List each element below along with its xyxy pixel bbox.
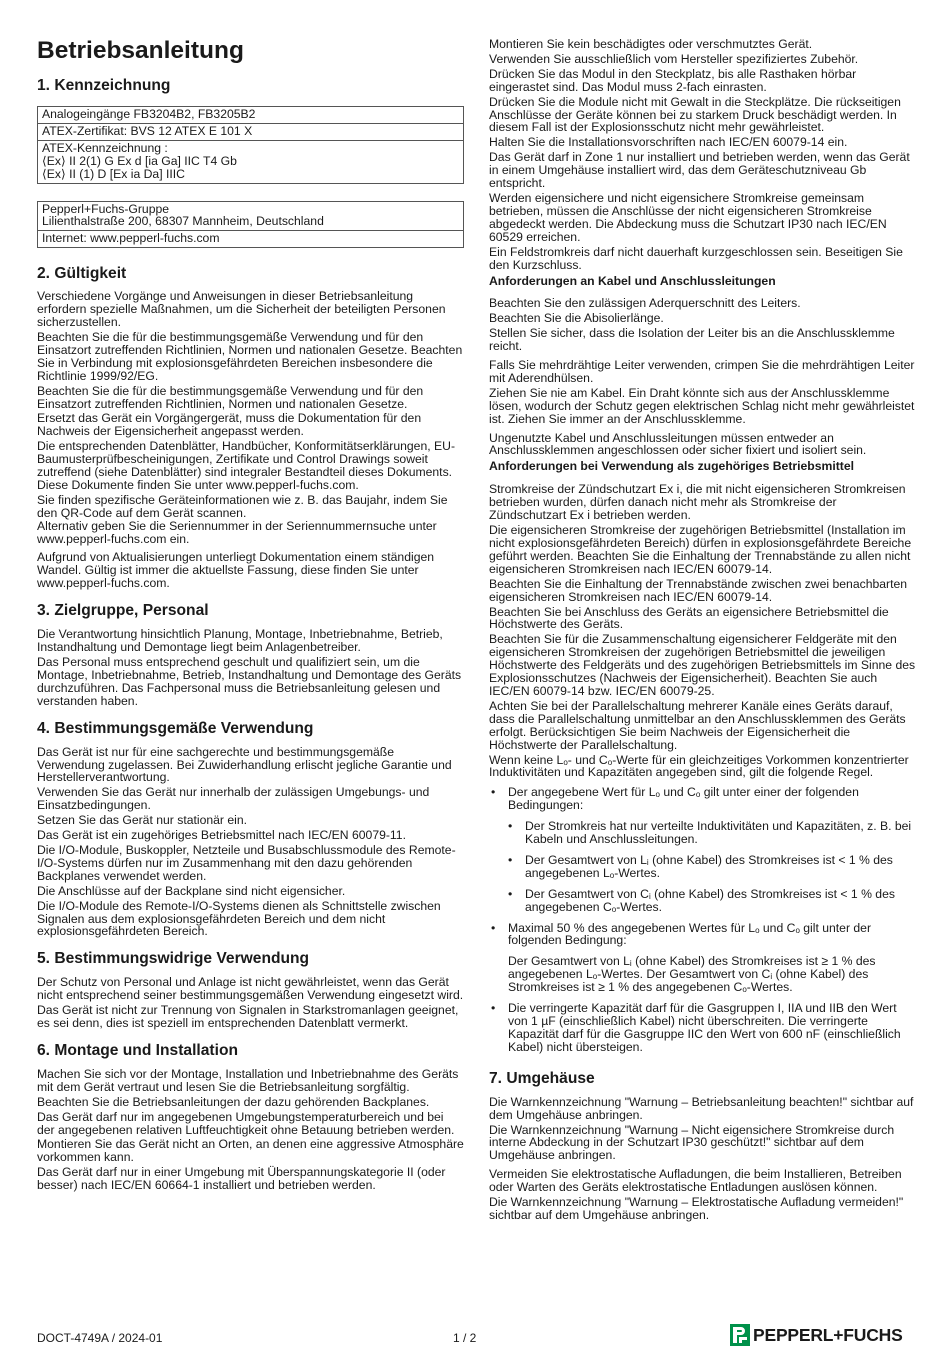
paragraph: Machen Sie sich vor der Montage, Installation und Inbetriebnahme des Geräts mit dem Gerät vertraut und lesen Sie die Betriebsanleitung sorgfältig. bbox=[37, 1066, 459, 1094]
paragraph: Die Warnkennzeichnung "Warnung – Elektrostatische Aufladung vermeiden!" sichtbar auf dem Umgehäuse anbringen. bbox=[489, 1195, 904, 1222]
pepperl-fuchs-logo-icon bbox=[730, 1324, 750, 1346]
product-name: Analogeingänge FB3204B2, FB3205B2 bbox=[42, 107, 256, 121]
section-zielgruppe bbox=[37, 628, 464, 707]
paragraph: Stromkreise der Zündschutzart Ex i, die mit nicht eigensicheren Stromkreisen betrieben wurden, dürfen danach nicht mehr als Stromkreise der Zündschutzart Ex i betrieben werden. bbox=[489, 482, 906, 523]
paragraph: Das Gerät darf in Zone 1 nur installiert und betrieben werden, wenn das Gerät in einem Umgehäuse installiert wird, das dem Geräteschutzniveau Gb entspricht. bbox=[489, 150, 910, 191]
paragraph: Beachten Sie die für die bestimmungsgemäße Verwendung und für den Einsatzort zutreffenden Richtlinien, Normen und nationalen Gesetze. Beachten Sie in Verbindung mit explosionsgefährdeten Bereichen insbesondere die Richtlinie 1999/92/EG. bbox=[37, 329, 463, 383]
paragraph: Ersetzt das Gerät ein Vorgängergerät, muss die Dokumentation für den Nachweis der Eigensicherheit angepasst werden. bbox=[37, 411, 422, 439]
paragraph: Die Warnkennzeichnung "Warnung – Nicht eigensichere Stromkreise durch interne Abdeckung in der Schutzart IP30 geschützt!" sichtbar auf dem Umgehäuse anbringen. bbox=[489, 1122, 895, 1163]
capacity-list bbox=[489, 1002, 917, 1054]
paragraph: Die eigensicheren Stromkreise der zugehörigen Betriebsmittel (Installation im nicht explosionsgefährdeten Bereich) dürfen in explosionsgefährdete Bereiche geführt werden. Beachten Sie die Einhaltung der Trennabstände zu allen nicht eigensicheren Stromkreisen nach IEC/EN 60079-14. bbox=[489, 523, 912, 576]
heading-kennzeichnung: 1. Kennzeichnung bbox=[37, 77, 171, 94]
heading-bestimmungsgemaesse-verwendung: 4. Bestimmungsgemäße Verwendung bbox=[37, 719, 314, 737]
heading-bestimmungswidrige-verwendung: 5. Bestimmungswidrige Verwendung bbox=[37, 950, 310, 968]
heading-umgehaeuse: 7. Umgehäuse bbox=[489, 1069, 595, 1087]
manufacturer-box bbox=[37, 201, 464, 249]
paragraph: Beachten Sie die Abisolierlänge. bbox=[489, 311, 664, 326]
paragraph: Montieren Sie kein beschädigtes oder verschmutztes Gerät. bbox=[489, 37, 813, 51]
left-column bbox=[37, 0, 464, 1192]
paragraph: Sie finden spezifische Geräteinformationen wie z. B. das Baujahr, indem Sie den QR-Code auf dem Gerät scannen. bbox=[37, 492, 448, 520]
paragraph: Die Anschlüsse auf der Backplane sind nicht eigensicher. bbox=[37, 883, 346, 898]
document-number: DOCT-4749A / 2024-01 bbox=[37, 1331, 163, 1345]
logo-wordmark: PEPPERL+FUCHS bbox=[753, 1324, 903, 1345]
paragraph: Ungenutzte Kabel und Anschlussleitungen müssen entweder an Anschlussklemmen angeschlossen oder sicher fixiert und isoliert sein. bbox=[489, 430, 867, 458]
paragraph: Achten Sie bei der Parallelschaltung mehrerer Kanäle eines Geräts darauf, dass die Parallelschaltung unmittelbar an den Anschlussklemmen des Geräts erfolgt. Berücksichtigen Sie beim Nachweis der Eigensicherheit die Höchstwerte der Parallelschaltung. bbox=[489, 698, 906, 752]
paragraph: Ein Feldstromkreis darf nicht dauerhaft kurzgeschlossen sein. Beseitigen Sie den Kurzschluss. bbox=[489, 244, 903, 272]
list-item: • Der Gesamtwert von $C_i$ (ohne Kabel) des Stromkreises ist < 1 % des angegebenen $C_o$-Wertes. bbox=[489, 888, 917, 914]
paragraph: Das Gerät darf nur in einer Umgebung mit Überspannungskategorie II (oder besser) nach IEC/EN 60664-1 installiert und betrieben werden. bbox=[37, 1165, 446, 1193]
heading-kabel: Anforderungen an Kabel und Anschlussleitungen bbox=[489, 274, 776, 289]
paragraph: Ziehen Sie nie am Kabel. Ein Draht könnte sich aus der Anschlussklemme lösen, wodurch der Schutz gegen elektrischen Schlag nicht mehr gewährleistet ist. Ziehen Sie immer an der Anschlussklemme. bbox=[489, 385, 915, 426]
paragraph: Verschiedene Vorgänge und Anweisungen in dieser Betriebsanleitung erfordern spezielle Maßnahmen, um die Sicherheit der beteiligten Personen sicherzustellen. bbox=[37, 289, 446, 330]
manufacturer-street: Lilienthalstraße 200, 68307 Mannheim, Deutschland bbox=[42, 214, 324, 229]
paragraph: Beachten Sie für die Zusammenschaltung eigensicherer Feldgeräte mit den eigensicheren Stromkreisen der zugehörigen Betriebsmittel die jeweiligen Höchstwerte des Feldgeräts und des zugehörigen Betriebsmittels im Sinne des Explosionsschutzes (Nachweis der Eigensicherheit). Beachten Sie auch IEC/EN 60079-14 bzw. IEC/EN 60079-25. bbox=[489, 632, 916, 698]
list-item: • Der angegebene Wert für $L_o$ und $C_o$ gilt unter einer der folgenden Bedingungen: bbox=[489, 786, 917, 812]
list-item: • Maximal 50 % des angegebenen Wertes für $L_o$ und $C_o$ gilt unter der folgenden Bedingung: bbox=[489, 922, 917, 948]
heading-zielgruppe: 3. Zielgruppe, Personal bbox=[37, 602, 209, 620]
paragraph: Das Gerät darf nur im angegebenen Umgebungstemperaturbereich und bei der angegebenen relativen Luftfeuchtigkeit ohne Betauung betrieben werden. bbox=[37, 1109, 455, 1137]
list-item: • Die verringerte Kapazität darf für die Gasgruppen I, IIA und IIB den Wert von 1 µF (einschließlich Kabel) nicht überschreiten. Die verringerte Kapazität darf für die Gasgruppe IIC den Wert von 600 nF (einschließlich Kabel) nicht übersteigen. bbox=[489, 1002, 917, 1054]
manufacturer-address bbox=[38, 202, 463, 231]
manufacturer-website: Internet: www.pepperl-fuchs.com bbox=[38, 230, 463, 247]
section-zugehoeriges-betriebsmittel bbox=[489, 483, 917, 1053]
right-column bbox=[489, 0, 917, 1222]
page-title: Betriebsanleitung bbox=[37, 37, 244, 64]
atex-certificate: ATEX-Zertifikat: BVS 12 ATEX E 101 X bbox=[38, 123, 463, 140]
atex-marking bbox=[38, 140, 463, 183]
paragraph: Alternativ geben Sie die Seriennummer in der Seriennummernsuche unter www.pepperl-fuchs.com ein. bbox=[37, 518, 437, 546]
paragraph: Die I/O-Module des Remote-I/O-Systems dienen als Schnittstelle zwischen Signalen aus dem explosionsgefährdeten Bereich und dem nicht explosionsgefährdeten Bereich. bbox=[37, 898, 441, 939]
section-kabel bbox=[489, 297, 917, 457]
section-verwendung bbox=[37, 746, 464, 939]
paragraph: Falls Sie mehrdrähtige Leiter verwenden, crimpen Sie die mehrdrähtigen Leiter mit Aderendhülsen. bbox=[489, 358, 915, 385]
heading-gueltigkeit: 2. Gültigkeit bbox=[37, 265, 127, 283]
paragraph: Beachten Sie die Betriebsanleitungen der dazu gehörenden Backplanes. bbox=[37, 1094, 430, 1109]
paragraph: Die entsprechenden Datenblätter, Handbücher, Konformitätserklärungen, EU-Baumusterprüfbescheinigungen, Zertifikate und Control Drawings soweit zutreffend (siehe Datenblätter) sind integraler Bestandteil dieses Dokuments. Diese Dokumente finden Sie unter www.pepperl-fuchs.com. bbox=[37, 439, 456, 492]
paragraph: Werden eigensichere und nicht eigensichere Stromkreise gemeinsam betrieben, müssen die Anschlüsse der nicht eigensicheren Stromkreise abgedeckt werden. Die Abdeckung muss die Schutzart IP30 nach IEC/EN 60529 erreichen. bbox=[489, 190, 887, 244]
paragraph: Montieren Sie das Gerät nicht an Orten, an denen eine aggressive Atmosphäre vorkommen kann. bbox=[37, 1137, 464, 1165]
paragraph: Verwenden Sie das Gerät nur innerhalb der zulässigen Umgebungs- und Einsatzbedingungen. bbox=[37, 785, 430, 813]
paragraph: Das Gerät ist ein zugehöriges Betriebsmittel nach IEC/EN 60079-11. bbox=[37, 828, 406, 843]
paragraph: Beachten Sie die für die bestimmungsgemäße Verwendung und für den Einsatzort zutreffenden Richtlinien, Normen und nationalen Gesetze. bbox=[37, 383, 424, 411]
paragraph: Setzen Sie das Gerät nur stationär ein. bbox=[37, 813, 248, 828]
section-missbrauch bbox=[37, 976, 464, 1030]
paragraph: Drücken Sie die Module nicht mit Gewalt in die Steckplätze. Die rückseitigen Anschlüsse der Geräte können bei zu starkem Druck beschädigt werden. In diesem Fall ist der Explosionsschutz nicht mehr gewährleistet. bbox=[489, 94, 901, 135]
paragraph: Beachten Sie den zulässigen Aderquerschnitt des Leiters. bbox=[489, 296, 801, 311]
list-item: • Der Stromkreis hat nur verteilte Induktivitäten und Kapazitäten, z. B. bei Kabeln und Anschlussleitungen. bbox=[489, 820, 917, 846]
heading-montage: 6. Montage und Installation bbox=[37, 1041, 238, 1059]
paragraph: Die Warnkennzeichnung "Warnung – Betriebsanleitung beachten!" sichtbar auf dem Umgehäuse anbringen. bbox=[489, 1094, 914, 1122]
paragraph: Aufgrund von Aktualisierungen unterliegt Dokumentation einem ständigen Wandel. Gültig ist immer die aktuellste Fassung, diese finden Sie unter www.pepperl-fuchs.com. bbox=[37, 550, 435, 591]
identification-box bbox=[37, 106, 464, 184]
paragraph: Verwenden Sie ausschließlich vom Hersteller spezifiziertes Zubehör. bbox=[489, 51, 859, 66]
lc-rule-condition: Der Gesamtwert von $L_i$ (ohne Kabel) des Stromkreises ist ≥ 1 % des angegebenen $L_o$-Wertes. Der Gesamtwert von $C_i$ (ohne Kabel) des Stromkreises ist ≥ 1 % des angegebenen $C_o$-Wertes. bbox=[508, 954, 876, 995]
paragraph: Das Personal muss entsprechend geschult und qualifiziert sein, um die Montage, Inbetriebnahme, Betrieb, Instandhaltung und Demontage des Geräts durchzuführen. Das Fachpersonal muss die Betriebsanleitung gelesen und verstanden haben. bbox=[37, 655, 462, 708]
paragraph: Die I/O-Module, Buskoppler, Netzteile und Busabschlussmodule des Remote-I/O-Systems dürfen nur im Zusammenhang mit den dazu gehörenden Backplanes verwendet werden. bbox=[37, 842, 456, 883]
list-item: • Der Gesamtwert von $L_i$ (ohne Kabel) des Stromkreises ist < 1 % des angegebenen $L_o$-Wertes. bbox=[489, 854, 917, 880]
manufacturer-name: Pepperl+Fuchs-Gruppe bbox=[42, 201, 170, 216]
paragraph: Beachten Sie bei Anschluss des Geräts an eigensichere Betriebsmittel die Höchstwerte des Geräts. bbox=[489, 604, 889, 632]
paragraph: Der Schutz von Personal und Anlage ist nicht gewährleistet, wenn das Gerät nicht entsprechend seiner bestimmungsgemäßen Verwendung eingesetzt wird. bbox=[37, 975, 464, 1003]
lc-rule-intro: Wenn keine $L_o-$ und $C_o$-Werte für ein gleichzeitiges Vorkommen konzentrierter Induktivitäten und Kapazitäten angegeben sind, gilt die folgende Regel. bbox=[489, 752, 909, 780]
atex-marking-dust: ⟨Ex⟩ II (1) D [Ex ia Da] IIIC bbox=[42, 166, 185, 181]
atex-marking-label: ATEX-Kennzeichnung : bbox=[42, 140, 168, 155]
paragraph: Beachten Sie die Einhaltung der Trennabstände zwischen zwei benachbarten eigensicheren Stromkreisen nach IEC/EN 60079-14. bbox=[489, 576, 908, 604]
paragraph: Das Gerät ist nur für eine sachgerechte und bestimmungsgemäße Verwendung zugelassen. Bei Zuwiderhandlung erlischt jegliche Garantie und Herstellerverantwortung. bbox=[37, 744, 452, 785]
heading-zugehoeriges-betriebsmittel: Anforderungen bei Verwendung als zugehöriges Betriebsmittel bbox=[489, 459, 855, 474]
paragraph: Drücken Sie das Modul in den Steckplatz, bis alle Rasthaken hörbar eingerastet sind. Das Modul muss 2-fach einrasten. bbox=[489, 66, 857, 94]
page-number: 1 / 2 bbox=[453, 1331, 477, 1345]
section-gueltigkeit bbox=[37, 290, 464, 590]
section-umgehaeuse bbox=[489, 1096, 917, 1222]
atex-marking-gas: ⟨Ex⟩ II 2(1) G Ex d [ia Ga] IIC T4 Gb bbox=[42, 153, 237, 168]
paragraph: Die Verantwortung hinsichtlich Planung, Montage, Inbetriebnahme, Betrieb, Instandhaltung und Demontage liegt beim Anlagenbetreiber. bbox=[37, 627, 443, 655]
paragraph: Halten Sie die Installationsvorschriften nach IEC/EN 60079-14 ein. bbox=[489, 135, 848, 150]
paragraph: Stellen Sie sicher, dass die Isolation der Leiter bis an die Anschlussklemme reicht. bbox=[489, 326, 895, 354]
company-logo bbox=[730, 1323, 903, 1347]
section-montage-continued bbox=[489, 38, 917, 271]
paragraph: Das Gerät ist nicht zur Trennung von Signalen in Starkstromanlagen geeignet, es sei denn, dies ist speziell im entsprechenden Datenblatt vermerkt. bbox=[37, 1003, 459, 1031]
lc-rule-list bbox=[489, 786, 917, 947]
section-montage bbox=[37, 1068, 464, 1192]
paragraph: Vermeiden Sie elektrostatische Aufladungen, die beim Installieren, Betreiben oder Warten des Geräts elektrostatische Entladungen auslösen können. bbox=[489, 1167, 902, 1195]
